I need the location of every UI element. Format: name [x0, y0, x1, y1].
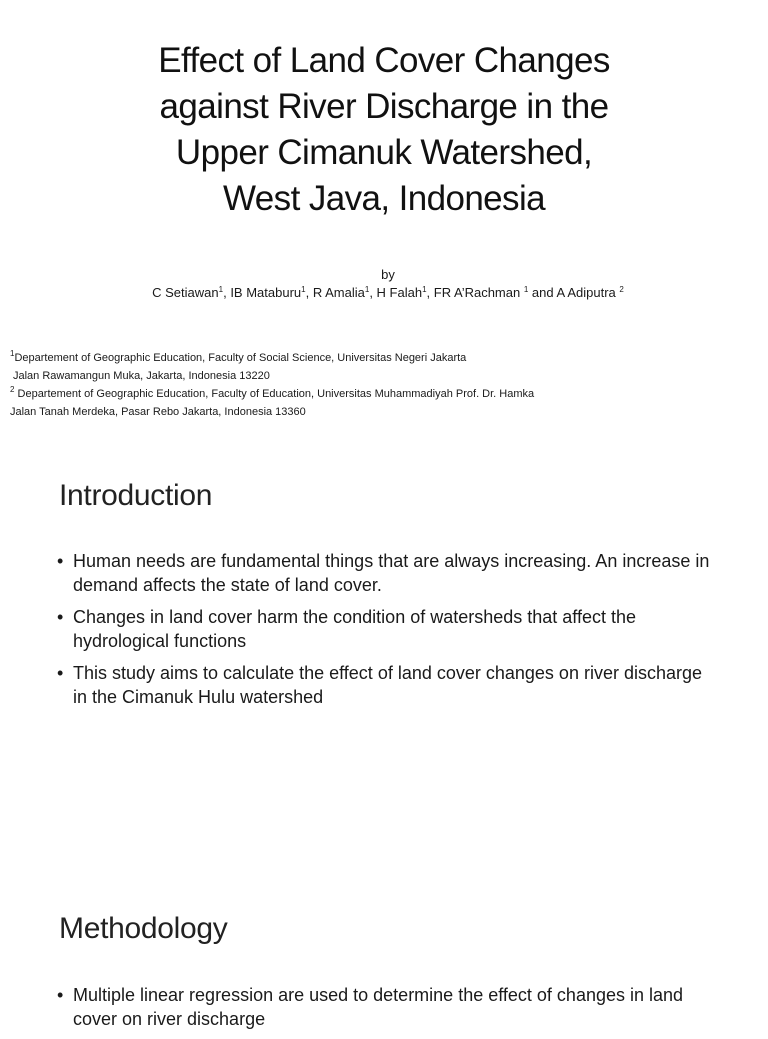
author-name: R Amalia — [312, 285, 365, 300]
bullet-icon: • — [57, 607, 64, 627]
bullet-text: Changes in land cover harm the condition of watersheds that affect the hydrological functions — [73, 607, 637, 651]
bullet-text: Multiple linear regression are used to determine the effect of changes in land cover on river discharge — [73, 985, 684, 1029]
author-list — [0, 284, 768, 302]
affiliation-1 — [10, 349, 710, 367]
author-name: H Falah — [376, 285, 423, 300]
by-line: by — [381, 267, 395, 282]
methodology-bullet-list — [57, 983, 717, 1039]
bullet-text: Human needs are fundamental things that are always increasing. An increase in demand affects the state of land cover. — [73, 551, 710, 595]
author-name: C Setiawan — [152, 285, 219, 300]
title-line: Upper Cimanuk Watershed, — [175, 133, 593, 172]
affiliation-text: Departement of Geographic Education, Faculty of Education, Universitas Muhammadiyah Prof. Dr. Hamka — [14, 388, 535, 400]
author-separator: , — [369, 285, 377, 300]
author-affiliation-marker: 1 — [301, 285, 306, 294]
author-separator: , — [426, 285, 434, 300]
affiliation-marker: 2 — [10, 385, 15, 394]
author-affiliation-marker: 1 — [364, 285, 370, 294]
author-separator: , — [305, 285, 313, 300]
author-affiliation-marker: 1 — [523, 285, 529, 294]
bullet-icon: • — [57, 551, 64, 571]
title-line: Effect of Land Cover Changes — [158, 41, 610, 80]
title-line: West Java, Indonesia — [223, 179, 545, 218]
list-item — [57, 549, 717, 597]
affiliation-2-address: Jalan Tanah Merdeka, Pasar Rebo Jakarta, Indonesia 13360 — [10, 406, 306, 418]
title-line: against River Discharge in the — [159, 87, 609, 126]
affiliations — [10, 349, 710, 421]
list-item — [57, 605, 717, 653]
author-affiliation-marker: 1 — [422, 285, 427, 294]
bullet-icon: • — [57, 985, 64, 1005]
affiliation-2 — [10, 385, 710, 403]
introduction-heading: Introduction — [59, 479, 213, 512]
author-name: FR A’Rachman — [433, 285, 524, 300]
slide-title — [84, 38, 684, 222]
author-separator: and — [528, 285, 557, 300]
affiliation-marker: 1 — [10, 349, 15, 358]
list-item — [57, 661, 717, 709]
author-affiliation-marker: 1 — [218, 285, 224, 294]
author-name: IB Mataburu — [230, 285, 302, 300]
affiliation-1-address: Jalan Rawamangun Muka, Jakarta, Indonesia 13220 — [13, 370, 270, 382]
affiliation-text: Departement of Geographic Education, Faculty of Social Science, Universitas Negeri Jakarta — [14, 352, 467, 364]
author-affiliation-marker: 2 — [619, 285, 624, 294]
bullet-icon: • — [57, 663, 64, 683]
introduction-bullet-list — [57, 549, 717, 717]
author-name: A Adiputra — [556, 285, 620, 300]
author-separator: , — [223, 285, 231, 300]
methodology-heading: Methodology — [59, 912, 228, 945]
bullet-text: This study aims to calculate the effect of land cover changes on river discharge in the Cimanuk Hulu watershed — [73, 663, 702, 707]
